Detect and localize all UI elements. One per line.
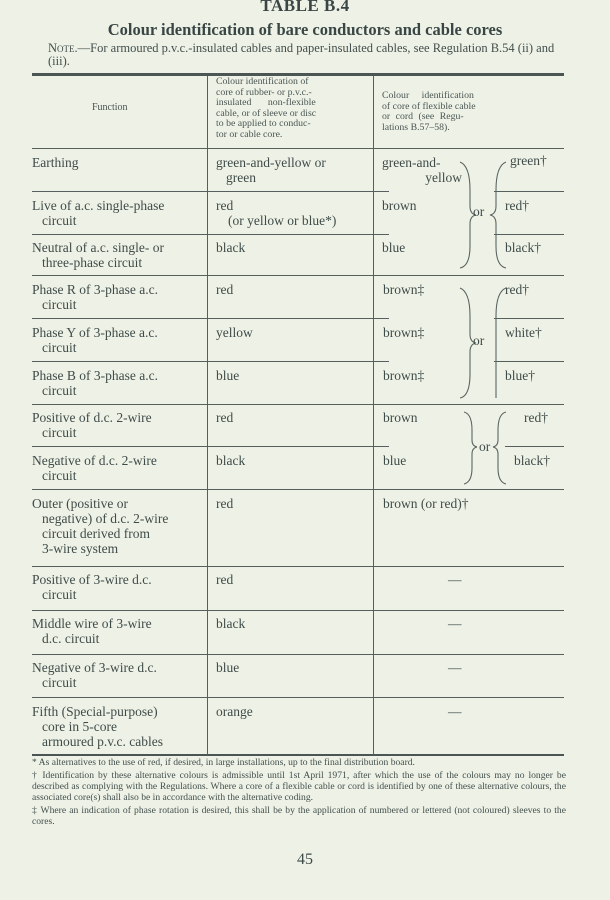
row-separator xyxy=(32,697,564,698)
function-cell xyxy=(32,496,202,556)
table-bottom-rule xyxy=(32,754,564,756)
row-separator xyxy=(32,361,389,362)
footnotes xyxy=(32,757,566,829)
page-number: 45 xyxy=(297,851,313,868)
header-line: insulated non-flexible xyxy=(216,97,316,108)
function-cell xyxy=(32,616,202,646)
colour-text: green-and-yellow or xyxy=(216,155,326,170)
function-cell xyxy=(32,325,202,355)
alternative-colour-cell: black† xyxy=(505,240,541,255)
footnote-dagger: † Identification by these alternative colours is admissible until 1st April 1971, after which the use of the colours may no longer be described as complying with the Regulations. Where a core of a flexible cable or cord is identified by one of these alternative colours, the associated core(s) shall also be in accordance with the alternative coding. xyxy=(32,770,566,803)
alternative-colour-cell: red† xyxy=(505,198,529,213)
colour-text: yellow xyxy=(425,170,462,185)
table-number: TABLE B.4 xyxy=(260,0,350,15)
function-text: Live of a.c. single-phase xyxy=(32,198,165,213)
function-text: circuit derived from xyxy=(42,526,150,541)
or-label: or xyxy=(473,204,485,219)
colour-text: green xyxy=(226,170,256,185)
header-line: Colour identification of xyxy=(216,76,309,87)
function-text: Positive of 3-wire d.c. xyxy=(32,572,152,587)
function-text: Negative of d.c. 2-wire xyxy=(32,453,157,468)
function-text: Middle wire of 3-wire xyxy=(32,616,152,631)
column-header-function: Function xyxy=(92,102,128,113)
row-separator xyxy=(32,234,389,235)
function-text: Outer (positive or xyxy=(32,496,128,511)
column-header-non-flexible xyxy=(216,77,366,140)
brace-group-three-phase xyxy=(456,286,516,400)
table-note xyxy=(48,42,568,68)
function-cell xyxy=(32,282,202,312)
row-separator xyxy=(32,610,564,611)
column-header-flexible xyxy=(382,91,512,133)
function-text: Neutral of a.c. single- or xyxy=(32,240,164,255)
flexible-colour-cell: blue xyxy=(383,453,407,468)
function-cell xyxy=(32,453,202,483)
function-text: circuit xyxy=(42,468,77,483)
flexible-colour-cell: brown‡ xyxy=(383,282,425,297)
alternative-colour-cell: blue† xyxy=(505,368,535,383)
function-text: negative) of d.c. 2-wire xyxy=(42,511,169,526)
function-text: circuit xyxy=(42,425,77,440)
non-flexible-colour-cell: red xyxy=(216,282,234,297)
row-separator xyxy=(32,275,564,276)
function-text: d.c. circuit xyxy=(42,631,100,646)
row-separator xyxy=(32,489,564,490)
non-flexible-colour-cell: black xyxy=(216,616,246,631)
header-line: tor or cable core. xyxy=(216,128,283,140)
row-separator xyxy=(32,404,564,405)
row-separator xyxy=(32,566,564,567)
colour-text: (or yellow or blue*) xyxy=(228,213,337,228)
non-flexible-colour-cell xyxy=(216,155,326,185)
function-cell xyxy=(32,410,202,440)
non-flexible-colour-cell xyxy=(216,198,336,228)
non-flexible-colour-cell: red xyxy=(216,410,234,425)
flexible-colour-cell: brown xyxy=(383,410,418,425)
non-flexible-colour-cell: blue xyxy=(216,368,240,383)
header-line: core of rubber- or p.v.c.- xyxy=(216,86,312,98)
table-title: Colour identification of bare conductors and cable cores xyxy=(107,20,503,39)
function-text: armoured p.v.c. cables xyxy=(42,734,163,749)
colour-text: green-and- xyxy=(382,155,441,170)
function-text: Positive of d.c. 2-wire xyxy=(32,410,152,425)
function-cell xyxy=(32,368,202,398)
brace-group-ac-single-phase xyxy=(456,160,516,270)
flexible-colour-cell: brown‡ xyxy=(383,325,425,340)
non-flexible-colour-cell: yellow xyxy=(216,325,253,340)
function-text: Earthing xyxy=(32,155,79,170)
function-text: three-phase circuit xyxy=(42,255,143,270)
row-separator xyxy=(32,446,389,447)
alternative-colour-cell: red† xyxy=(505,282,529,297)
function-text: Phase Y of 3-phase a.c. xyxy=(32,325,158,340)
flexible-colour-cell: blue xyxy=(382,240,406,255)
flexible-colour-cell: — xyxy=(448,572,462,587)
or-label: or xyxy=(479,439,491,454)
alternative-colour-cell: white† xyxy=(505,325,542,340)
note-text: —For armoured p.v.c.-insulated cables and paper-insulated cables, see Regulation B.54 (ii) and (iii). xyxy=(48,41,555,68)
or-label: or xyxy=(473,333,485,348)
function-cell xyxy=(32,155,202,170)
function-text: circuit xyxy=(42,297,77,312)
footnote-double-dagger: ‡ Where an indication of phase rotation is desired, this shall be by the application of numbered or lettered (not coloured) sleeves to the cores. xyxy=(32,805,566,827)
non-flexible-colour-cell: black xyxy=(216,240,246,255)
alternative-colour-cell: green† xyxy=(510,153,547,168)
flexible-colour-cell: — xyxy=(448,704,462,719)
header-line: lations B.57–58). xyxy=(382,121,450,133)
function-cell xyxy=(32,240,202,270)
function-cell xyxy=(32,572,202,602)
function-cell xyxy=(32,704,202,749)
header-line: Colour identification xyxy=(382,90,474,101)
non-flexible-colour-cell: orange xyxy=(216,704,253,719)
function-cell xyxy=(32,660,202,690)
function-text: circuit xyxy=(42,383,77,398)
note-label: Note. xyxy=(48,41,78,55)
header-line: to be applied to conduc- xyxy=(216,118,311,129)
header-line: cable, or of sleeve or disc xyxy=(216,107,317,119)
flexible-colour-cell: brown xyxy=(382,198,417,213)
function-text: 3-wire system xyxy=(42,541,119,556)
colour-text: red xyxy=(216,198,234,213)
function-text: circuit xyxy=(42,213,77,228)
function-text: Phase B of 3-phase a.c. xyxy=(32,368,158,383)
header-line: of core of flexible cable xyxy=(382,100,476,112)
flexible-colour-cell: brown (or red)† xyxy=(383,496,469,511)
alternative-colour-cell: red† xyxy=(524,410,548,425)
flexible-colour-cell: brown‡ xyxy=(383,368,425,383)
non-flexible-colour-cell: black xyxy=(216,453,246,468)
header-line: or cord (see Regu- xyxy=(382,111,464,122)
flexible-colour-cell xyxy=(382,155,462,185)
flexible-colour-cell: — xyxy=(448,660,462,675)
non-flexible-colour-cell: blue xyxy=(216,660,240,675)
row-separator xyxy=(32,191,389,192)
function-text: circuit xyxy=(42,340,77,355)
function-cell xyxy=(32,198,202,228)
function-text: Phase R of 3-phase a.c. xyxy=(32,282,158,297)
non-flexible-colour-cell: red xyxy=(216,572,234,587)
footnote-asterisk: * As alternatives to the use of red, if desired, in large installations, up to the final distribution board. xyxy=(32,757,415,768)
header-separator xyxy=(32,148,564,149)
row-separator xyxy=(32,654,564,655)
row-separator xyxy=(32,318,389,319)
function-text: core in 5-core xyxy=(42,719,117,734)
alternative-colour-cell: black† xyxy=(514,453,550,468)
non-flexible-colour-cell: red xyxy=(216,496,234,511)
function-text: Negative of 3-wire d.c. xyxy=(32,660,157,675)
flexible-colour-cell: — xyxy=(448,616,462,631)
function-text: circuit xyxy=(42,675,77,690)
function-text: Fifth (Special-purpose) xyxy=(32,704,158,719)
row-separator xyxy=(505,446,564,447)
function-text: circuit xyxy=(42,587,77,602)
